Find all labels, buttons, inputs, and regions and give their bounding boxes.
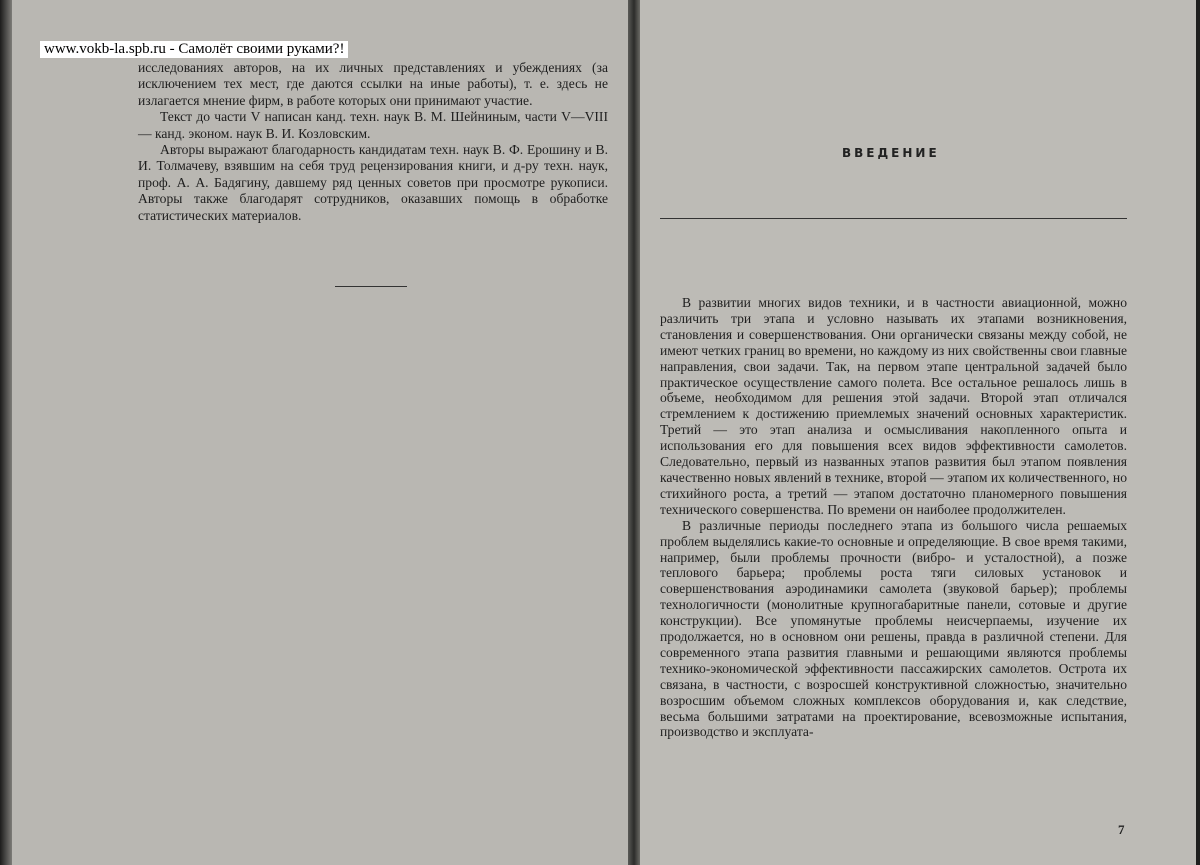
right-paragraph: В развитии многих видов техники, и в частности авиационной, можно различить три этапа и условно называть их этапами возникновения, становления и совершенствования. Они органически связаны между собой, не имеют четких границ во времени, но каждому из них свойственны свои главные направления, свои задачи. Так, на первом этапе центральной задачей было практическое осуществление самого полета. Все остальное решалось лишь в объеме, необходимом для решения этой задачи. Второй этап отличался стремлением к достижению приемлемых значений основных характеристик. Третий — это этап анализа и осмысливания накопленного опыта и использования его для повышения всех видов эффективности самолетов. Следовательно, первый из названных этапов развития был этапом появления качественно новых явлений в технике, второй — этапом их количественного, но стихийного роста, а третий — этапом достаточно планомерного повышения технического совершенства. По времени он наиболее продолжителен. <box>660 295 1127 517</box>
right-paragraph: В различные периоды последнего этапа из большого числа решаемых проблем выделялись какие-то основные и определяющие. В свое время такими, например, были проблемы прочности (вибро- и усталостной), а позже теплового барьера; проблемы роста тяги силовых установок и совершенствования аэродинамики самолета (звуковой барьер); проблемы технологичности (монолитные крупногабаритные панели, сотовые и другие конструкции). Все упомянутые проблемы неисчерпаемы, изучение их продолжается, но в основном они решены, правда в различной степени. Для современного этапа развития главными и решающими являются проблемы технико-экономической эффективности пассажирских самолетов. Острота их связана, в частности, с возросшей конструктивной сложностью, значительно возросшим объемом сложных комплексов оборудования и, как следствие, весьма большими затратами на проектирование, всевозможные испытания, производство и эксплуата- <box>660 517 1127 740</box>
chapter-heading: ВВЕДЕНИЕ <box>842 146 940 160</box>
book-left-edge <box>0 0 12 865</box>
left-paragraph: Текст до части V написан канд. техн. наук В. М. Шейниным, части V—VIII — канд. эконом. наук В. И. Козловским. <box>138 109 608 141</box>
left-page-divider <box>335 286 407 287</box>
book-right-edge <box>1196 0 1200 865</box>
left-paragraph: исследованиях авторов, на их личных представлениях и убеждениях (за исключением тех мест, где даются ссылки на иные работы), т. е. здесь не излагается мнение фирм, в работе которых они принимают участие. <box>138 60 608 108</box>
left-page-text <box>138 60 608 224</box>
left-paragraph: Авторы выражают благодарность кандидатам техн. наук В. Ф. Ерошину и В. И. Толмачеву, взявшим на себя труд рецензирования книги, и д-ру техн. наук, проф. А. А. Бадягину, давшему ряд ценных советов при просмотре рукописи. Авторы также благодарят сотрудников, оказавших помощь в обработке статистических материалов. <box>138 142 608 223</box>
watermark-url: www.vokb-la.spb.ru - Самолёт своими руками?! <box>40 41 348 58</box>
book-gutter <box>628 0 640 865</box>
heading-rule <box>660 218 1127 219</box>
page-number: 7 <box>1118 822 1125 837</box>
right-page-text <box>660 295 1127 740</box>
